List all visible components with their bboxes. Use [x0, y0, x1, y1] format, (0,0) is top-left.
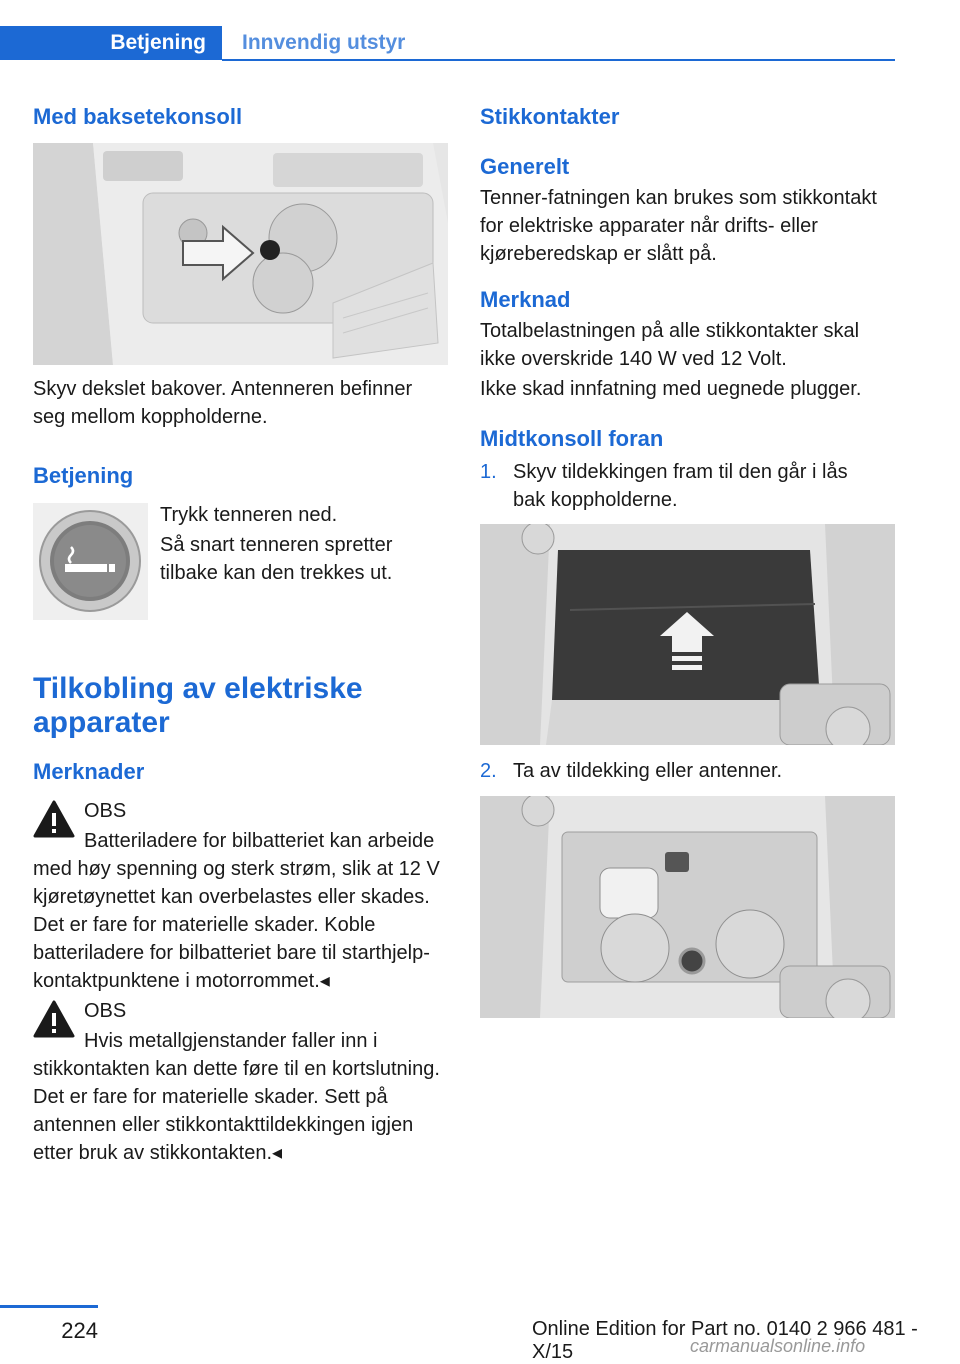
step-number: 2. [480, 760, 497, 782]
merknad-text1: Totalbelastningen på alle stikkontakter skal ikke overskride 140 W ved 12 Volt. [480, 320, 860, 370]
rear-console-illustration [33, 143, 448, 365]
warning1-text: Batteriladere for bilbatteriet kan arbeide med høy spenning og sterk strøm, slik at 12 V kjøretøynettet kan overbelastes eller skades. Det er fare for materielle skader. Koble batteriladere for bilbatteriet bare til starthjelp-kontaktpunktene i motorrommet.◂ [33, 830, 440, 992]
step-text: Ta av tildekking eller antenner. [513, 760, 783, 782]
merknad-text2: Ikke skad innfatning med uegnede plugger. [480, 378, 862, 400]
list-item [480, 757, 892, 785]
generelt-text: Tenner-fatningen kan brukes som stikkontakt for elektriske apparater når drifts- eller kjøreberedskap er slått på. [480, 187, 877, 265]
figure-rear-console [33, 143, 448, 365]
watermark-text: carmanualsonline.info [690, 1336, 866, 1356]
heading-generelt: Generelt [480, 154, 570, 179]
step-number: 1. [480, 461, 497, 483]
warning2-label: OBS [84, 1000, 127, 1022]
heading-merknader: Merknader [33, 759, 145, 784]
heading-midtkonsoll-foran: Midtkonsoll foran [480, 426, 664, 451]
heading-betjening: Betjening [33, 463, 134, 488]
figure-lighter [33, 503, 148, 620]
warning1-label: OBS [84, 800, 127, 822]
header-tab-betjening[interactable]: Betjening [0, 26, 222, 60]
page-number: 224 [61, 1318, 98, 1343]
warning2-text: Hvis metallgjenstander faller inn i stikkontakten kan dette føre til en kortslutning. Det er fare for materielle skader. Sett på antennen eller stikkontakttildekkingen igjen etter bruk av stikkontakten.◂ [33, 1030, 440, 1164]
header-rule [222, 59, 895, 61]
front-console-illustration [480, 524, 895, 745]
front-console-open-illustration [480, 796, 895, 1018]
figure-front-console-cover [480, 524, 895, 745]
heading-med-baksetekonsoll: Med baksetekonsoll [33, 104, 243, 129]
section-title: Tilkobling av elektriske apparater [33, 672, 363, 739]
page-header [0, 0, 895, 62]
betjening-step1: Trykk tenneren ned. [160, 504, 338, 526]
caption-rear-console: Skyv dekslet bakover. Antenneren befinner seg mellom koppholderne. [33, 378, 413, 428]
footer-rule [0, 1305, 98, 1308]
figure-front-console-open [480, 796, 895, 1018]
lighter-icon [33, 503, 148, 620]
heading-merknad: Merknad [480, 287, 571, 312]
betjening-step2: Så snart tenneren spretter tilbake kan den trekkes ut. [160, 534, 393, 584]
step-text: Skyv tildekkingen fram til den går i lås bak koppholderne. [513, 461, 848, 511]
list-item [480, 458, 892, 514]
heading-stikkontakter: Stikkontakter [480, 104, 620, 129]
header-tab-innvendig-utstyr[interactable]: Innvendig utstyr [242, 31, 406, 54]
edition-text: Online Edition for Part no. 0140 2 966 481 - X/15 [532, 1318, 918, 1363]
